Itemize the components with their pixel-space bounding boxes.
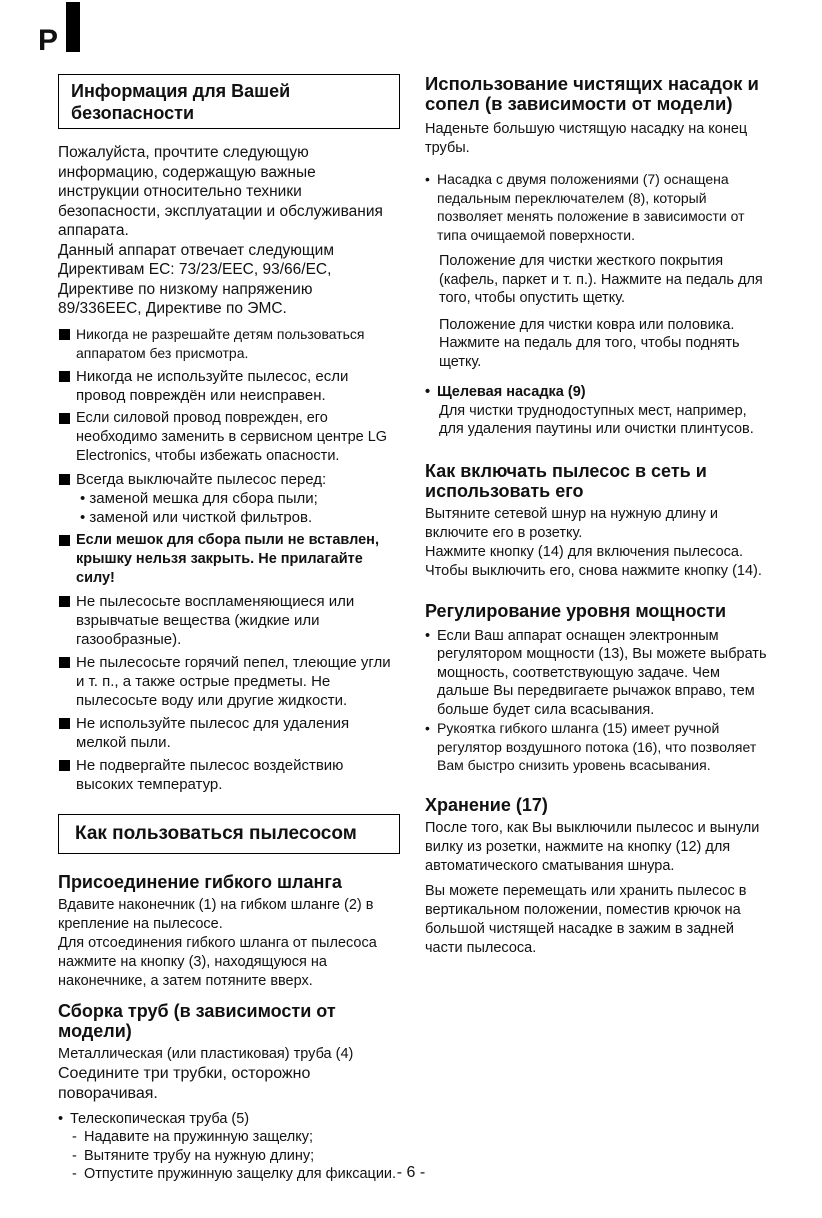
warning-item: Никогда не используйте пылесос, если провод повреждён или неисправен.	[58, 367, 400, 405]
power-title: Регулирование уровня мощности	[425, 600, 727, 621]
language-bar	[66, 2, 80, 52]
telescopic-step: - Надавите на пружинную защелку;	[72, 1128, 400, 1147]
power-item: • Рукоятка гибкого шланга (15) имеет ручной регулятор воздушного потока (16), что позволяет Вам быстро снизить уровень всасывания.	[425, 719, 770, 775]
switch-off-sub: • заменой мешка для сбора пыли;	[80, 489, 318, 507]
plug-text: Нажмите кнопку (14) для включения пылесоса. Чтобы выключить его, снова нажмите кнопку (14).	[425, 543, 762, 579]
storage-title: Хранение (17)	[425, 794, 548, 815]
warning-item: Не пылесосьте горячий пепел, тлеющие угли и т. п., а также острые предметы. Не пылесосьте воду или другие жидкости.	[58, 653, 400, 710]
directives-text: Данный аппарат отвечает следующим Директивам ЕС: 73/23/EEC, 93/66/EC, Директиве по низкому напряжению 89/336EEC, Директиве по ЭМС.	[58, 241, 334, 317]
hard-floor-text: Положение для чистки жесткого покрытия (кафель, паркет и т. п.). Нажмите на педаль для того, чтобы опустить щетку.	[439, 253, 763, 306]
crevice-list	[425, 383, 770, 402]
storage-text: Вы можете перемещать или хранить пылесос в вертикальном положении, поместив крючок на большой чистящей насадке в зажим в задней части пылесоса.	[425, 882, 747, 956]
crevice-text: Для чистки труднодоступных мест, например, для удаления паутины или очистки плинтусов.	[439, 402, 754, 437]
right-column	[425, 74, 770, 958]
warnings-list	[58, 325, 400, 794]
hose-text: Для отсоединения гибкого шланга от пылесоса нажмите на кнопку (3), находящуюся на наконечнике, а затем потяните вверх.	[58, 934, 377, 989]
left-column	[58, 74, 400, 1184]
telescopic-list	[58, 1110, 400, 1129]
safety-title: Информация для Вашей безопасности	[58, 74, 400, 129]
switch-off-text: Всегда выключайте пылесос перед:	[76, 470, 327, 488]
plug-title: Как включать пылесос в сеть и использовать его	[425, 460, 707, 501]
warning-item: Не подвергайте пылесос воздействию высоких температур.	[58, 756, 400, 794]
telescopic-item: • Телескопическая труба (5)	[58, 1110, 400, 1129]
carpet-text: Положение для чистки ковра или половика. Нажмите на педаль для того, чтобы поднять щетку.	[439, 316, 740, 370]
power-list	[425, 627, 770, 775]
tubes-title: Сборка труб (в зависимости от модели)	[58, 1000, 336, 1041]
page-number: - 6 -	[396, 1164, 426, 1181]
nozzle-list	[425, 170, 770, 244]
switch-off-sub: • заменой или чисткой фильтров.	[80, 508, 313, 526]
telescopic-step: - Отпустите пружинную защелку для фиксации.	[72, 1165, 400, 1184]
tubes-text: Соедините три трубки, осторожно поворачивая.	[58, 1064, 311, 1102]
crevice-title: • Щелевая насадка (9)	[425, 383, 770, 402]
nozzle-item: • Насадка с двумя положениями (7) оснащена педальным переключателем (8), который позволяет менять положение в зависимости от типа очищаемой поверхности.	[425, 170, 770, 244]
warning-item: Никогда не разрешайте детям пользоваться аппаратом без присмотра.	[58, 325, 400, 363]
hose-text: Вдавите наконечник (1) на гибком шланге (2) в крепление на пылесосе.	[58, 896, 374, 932]
power-item: • Если Ваш аппарат оснащен электронным регулятором мощности (13), Вы можете выбрать мощность, соответствующую задаче. Чем дальше Вы передвигаете рычажок вправо, тем больше будет сила всасывания.	[425, 627, 770, 720]
bag-warning: Если мешок для сбора пыли не вставлен, крышку нельзя закрыть. Не прилагайте силу!	[58, 531, 400, 588]
warning-item: Если силовой провод поврежден, его необходимо заменить в сервисном центре LG Electronics, чтобы избежать опасности.	[58, 409, 400, 466]
telescopic-step: - Вытяните трубу на нужную длину;	[72, 1147, 400, 1166]
storage-text: После того, как Вы выключили пылесос и вынули вилку из розетки, нажмите на кнопку (12) для автоматического сматывания шнура.	[425, 819, 760, 874]
hose-title: Присоединение гибкого шланга	[58, 871, 342, 892]
nozzles-intro: Наденьте большую чистящую насадку на конец трубы.	[425, 121, 748, 156]
language-letter: P	[38, 24, 59, 57]
warning-item: Не пылесосьте воспламеняющиеся или взрывчатые вещества (жидкие или газообразные).	[58, 592, 400, 649]
warning-item: Не используйте пылесос для удаления мелкой пыли.	[58, 714, 400, 752]
plug-text: Вытяните сетевой шнур на нужную длину и включите его в розетку.	[425, 505, 718, 541]
warning-item	[58, 470, 400, 527]
howto-title: Как пользоваться пылесосом	[58, 814, 400, 854]
safety-intro: Пожалуйста, прочтите следующую информацию, содержащую важные инструкции относительно техники безопасности, эксплуатации и обслуживания аппарата.	[58, 144, 383, 239]
nozzles-title: Использование чистящих насадок и сопел (в зависимости от модели)	[425, 73, 759, 114]
tubes-text: Металлическая (или пластиковая) труба (4)	[58, 1045, 354, 1062]
